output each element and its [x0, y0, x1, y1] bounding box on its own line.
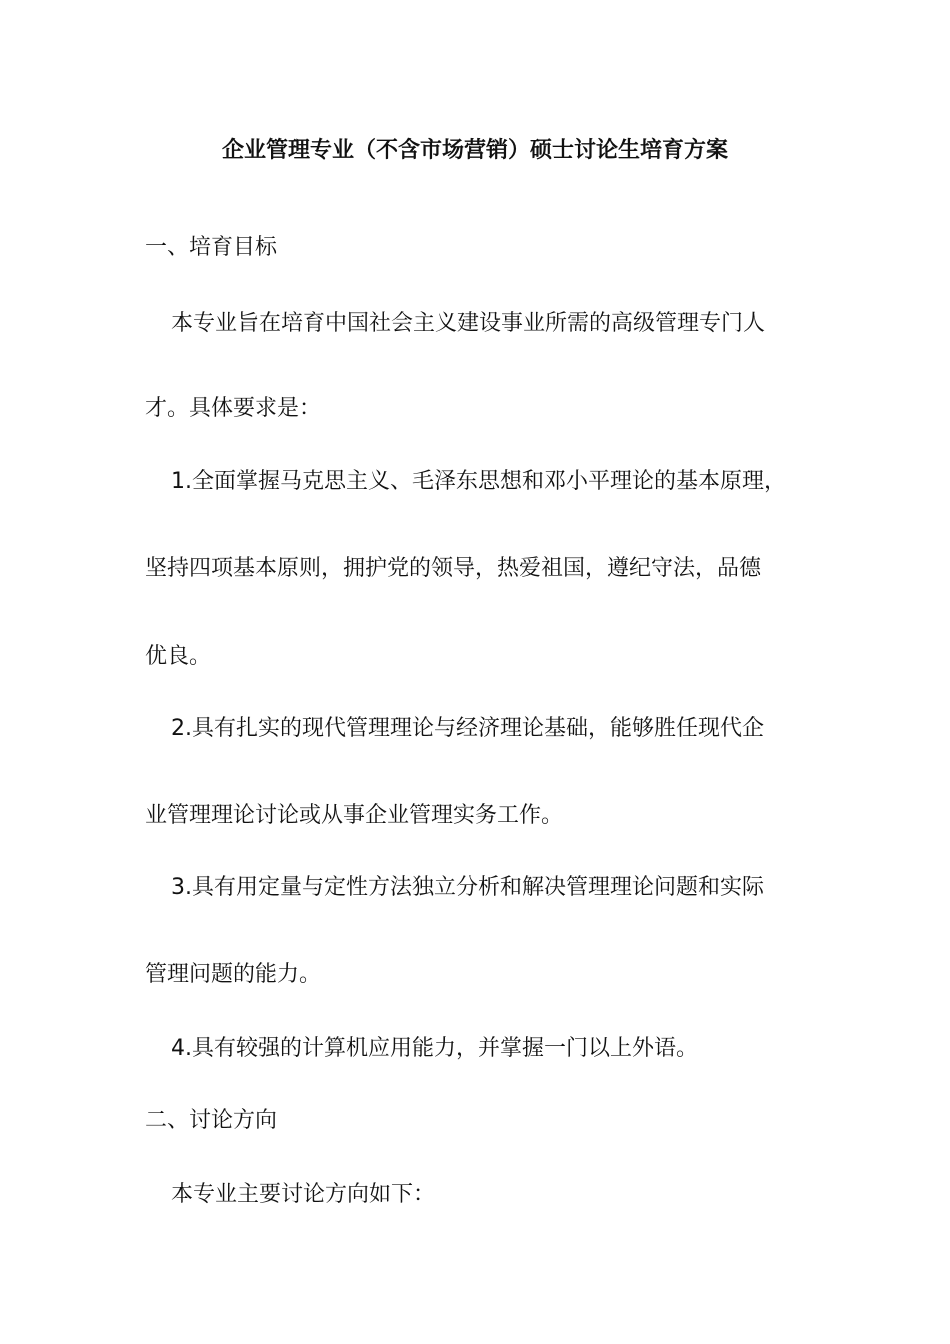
requirement-4-line-1: 4.具有较强的计算机应用能力，并掌握一门以上外语。 — [171, 1036, 698, 1061]
requirement-2-line-1: 2.具有扎实的现代管理理论与经济理论基础，能够胜任现代企 — [171, 716, 764, 741]
paragraph-intro-line-1: 本专业旨在培育中国社会主义建设事业所需的高级管理专门人 — [171, 311, 766, 336]
paragraph-research-directions-intro: 本专业主要讨论方向如下： — [171, 1182, 436, 1207]
requirement-1-line-3: 优良。 — [145, 644, 212, 669]
document-title: 企业管理专业（不含市场营销）硕士讨论生培育方案 — [221, 138, 728, 163]
requirement-1-line-2: 坚持四项基本原则，拥护党的领导，热爱祖国，遵纪守法，品德 — [145, 556, 762, 581]
section-heading-training-goals: 一、培育目标 — [145, 235, 278, 260]
requirement-3-line-1: 3.具有用定量与定性方法独立分析和解决管理理论问题和实际 — [171, 875, 764, 900]
requirement-3-line-2: 管理问题的能力。 — [145, 962, 322, 987]
section-heading-research-directions: 二、讨论方向 — [145, 1108, 278, 1133]
requirement-1-line-1: 1.全面掌握马克思主义、毛泽东思想和邓小平理论的基本原理， — [171, 469, 786, 494]
requirement-2-line-2: 业管理理论讨论或从事企业管理实务工作。 — [145, 803, 564, 828]
paragraph-intro-line-2: 才。具体要求是： — [145, 396, 322, 421]
